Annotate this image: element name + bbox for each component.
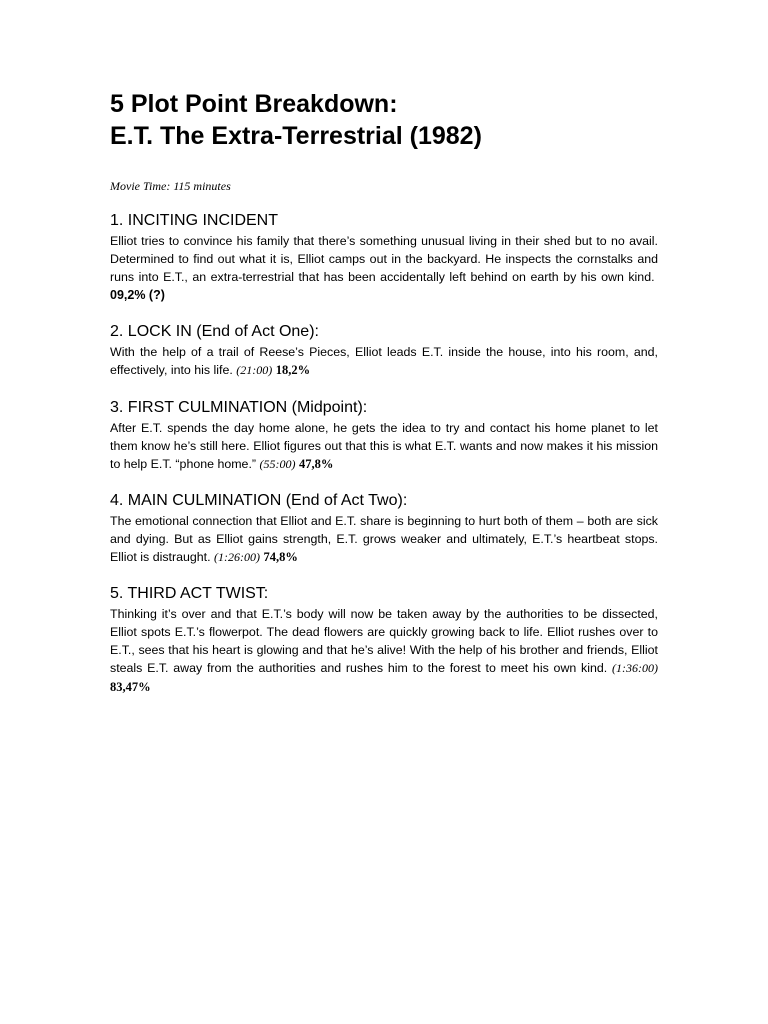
timestamp: (55:00) xyxy=(259,456,296,471)
section-heading: 3. FIRST CULMINATION (Midpoint): xyxy=(110,398,368,416)
section-heading: 5. THIRD ACT TWIST: xyxy=(110,585,269,603)
section-body xyxy=(110,512,658,566)
movie-time: Movie Time: 115 minutes xyxy=(110,179,231,193)
section-heading: 1. INCITING INCIDENT xyxy=(110,212,279,229)
section-text: Thinking it’s over and that E.T.’s body will now be taken away by the authorities to be dissected, Elliot spots E.T.’s flowerpot. The dead flowers are quickly growing back to life. Elliot rushes over to E.T., sees that his heart is glowing and that he’s alive! With the help of his brother and friends, Elliot steals E.T. away from the authorities and rushes him to the forest to meet his own kind. xyxy=(110,607,658,676)
document-page xyxy=(110,88,658,696)
section-text: After E.T. spends the day home alone, he gets the idea to try and contact his home planet to let them know he’s still here. Elliot figures out that this is what E.T. wants and now makes it his mission to help E.T. “phone home.” xyxy=(110,420,658,471)
timestamp: (21:00) xyxy=(236,363,273,378)
section-body xyxy=(110,343,658,379)
section-third-act-twist xyxy=(110,584,658,695)
section-body xyxy=(110,419,658,473)
section-text: The emotional connection that Elliot and E.T. share is beginning to hurt both of them – both are sick and dying. But as Elliot gains strength, E.T. grows weaker and ultimately, E.T.’s heartbeat stops. Elliot is distraught. xyxy=(110,513,658,565)
section-body xyxy=(110,232,658,304)
section-text: With the help of a trail of Reese’s Pieces, Elliot leads E.T. inside the house, into his room, and, effectively, into his life. xyxy=(110,345,658,378)
plot-percentage: 18,2% xyxy=(275,363,311,378)
section-body xyxy=(110,605,658,695)
section-first-culmination xyxy=(110,398,658,473)
section-main-culmination xyxy=(110,491,658,566)
section-lock-in xyxy=(110,322,658,379)
timestamp: (1:36:00) xyxy=(612,661,658,676)
section-text: Elliot tries to convince his family that there’s something unusual living in their shed but to no avail. Determined to find out what it is, Elliot camps out in the backyard. He inspects the cornstalks and runs into E.T., an extra-terrestrial that has been accidentally left behind on earth by his own kind. xyxy=(110,234,658,285)
section-inciting-incident xyxy=(110,211,658,304)
plot-percentage: 09,2% (?) xyxy=(110,288,165,303)
document-title xyxy=(110,88,658,152)
title-line-2: E.T. The Extra-Terrestrial (1982) xyxy=(110,122,482,150)
plot-percentage: 83,47% xyxy=(110,679,151,694)
section-heading: 2. LOCK IN (End of Act One): xyxy=(110,323,319,341)
section-heading: 4. MAIN CULMINATION (End of Act Two): xyxy=(110,491,408,509)
timestamp: (1:26:00) xyxy=(214,550,260,565)
plot-percentage: 47,8% xyxy=(298,456,334,471)
plot-percentage: 74,8% xyxy=(263,550,298,565)
title-line-1: 5 Plot Point Breakdown: xyxy=(110,90,398,118)
